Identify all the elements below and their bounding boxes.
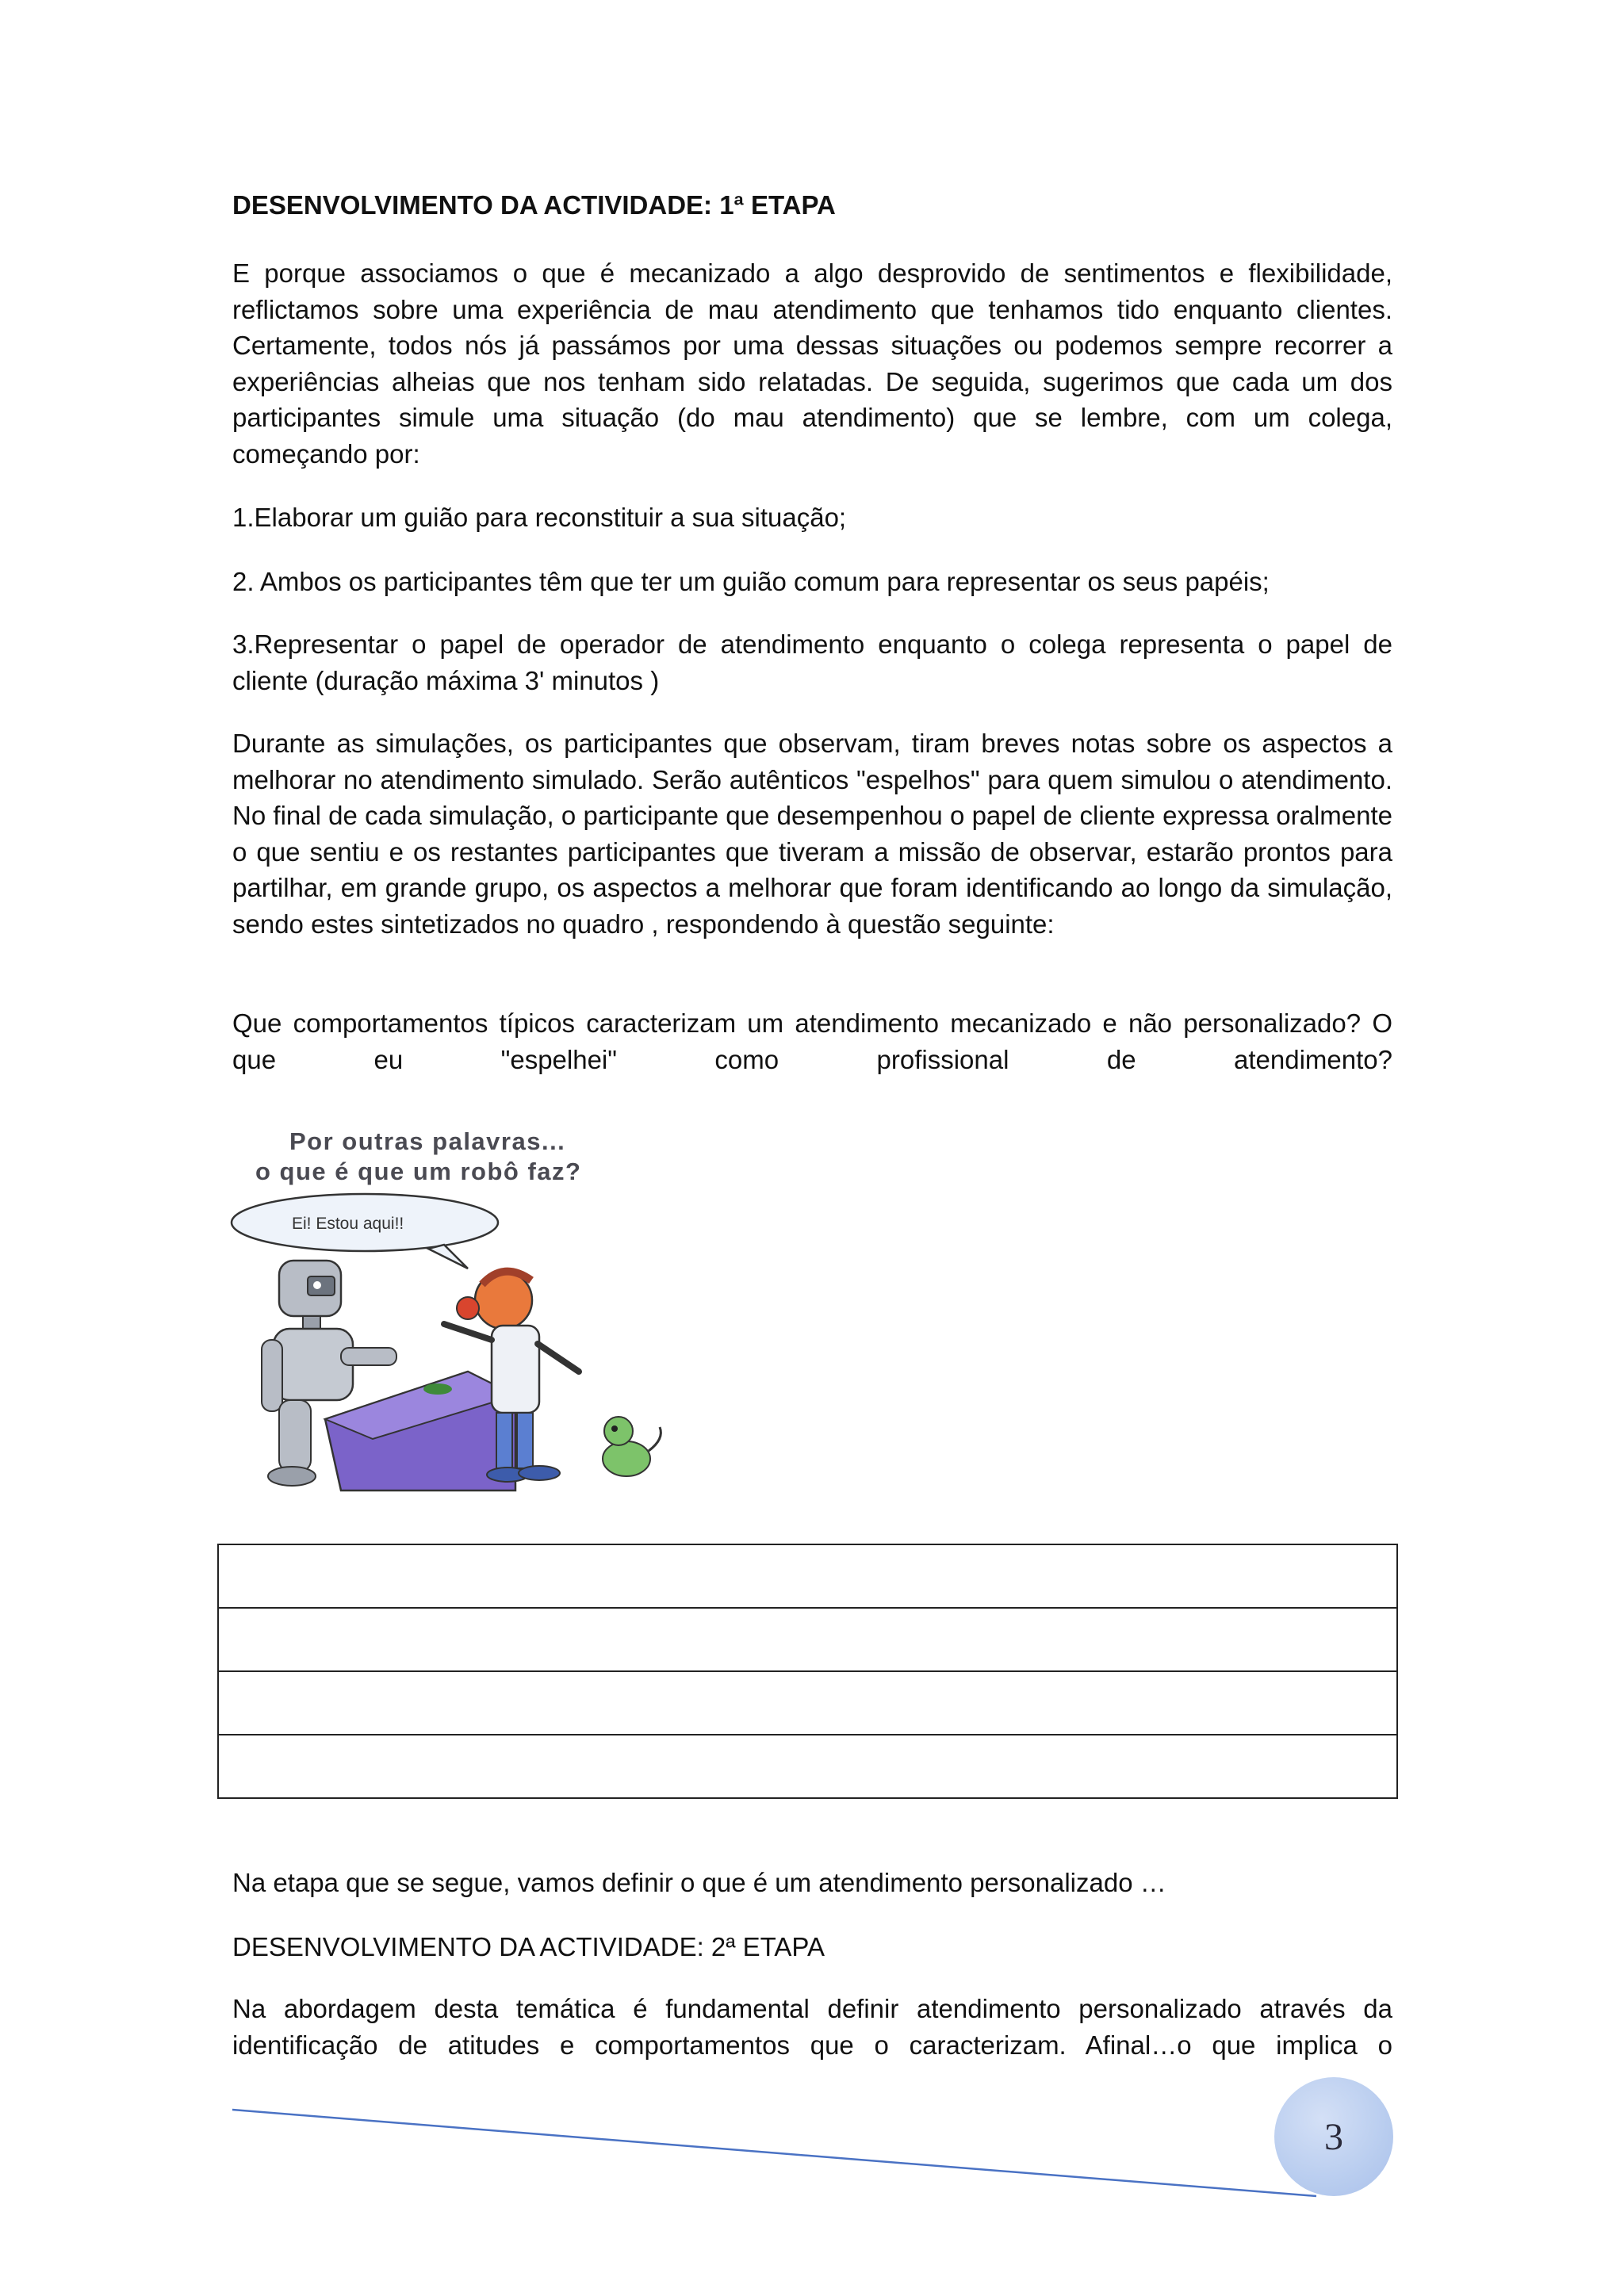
table-row bbox=[218, 1544, 1397, 1608]
cartoon-title-line2: o que é que um robô faz? bbox=[255, 1158, 582, 1185]
answer-table bbox=[217, 1544, 1398, 1799]
step-item-2: 2. Ambos os participantes têm que ter um guião comum para representar os seus papéis; bbox=[232, 567, 1270, 596]
step-item-3: 3.Representar o papel de operador de atendimento enquanto o colega representa o papel de cliente (duração máxima 3' minutos ) bbox=[232, 629, 1392, 695]
cartoon-drawing bbox=[230, 1118, 690, 1494]
table-cell[interactable] bbox=[218, 1608, 1397, 1671]
table-cell[interactable] bbox=[218, 1735, 1397, 1798]
table-row bbox=[218, 1608, 1397, 1671]
table-cell[interactable] bbox=[218, 1544, 1397, 1608]
approach-paragraph: Na abordagem desta temática é fundamental definir atendimento personalizado através da identificação de atitudes e comportamentos que o caracterizam. Afinal…o que implica o bbox=[232, 1994, 1392, 2060]
table-row bbox=[218, 1735, 1397, 1798]
dog-figure bbox=[603, 1417, 661, 1476]
question-paragraph: Que comportamentos típicos caracterizam um atendimento mecanizado e não personalizado? O que eu "espelhei" como profissional de atendimento? bbox=[232, 1008, 1392, 1074]
section-heading-step2: DESENVOLVIMENTO DA ACTIVIDADE: 2ª ETAPA bbox=[232, 1932, 825, 1961]
cartoon-title-line1: Por outras palavras... bbox=[289, 1127, 566, 1155]
next-step-paragraph: Na etapa que se segue, vamos definir o que é um atendimento personalizado … bbox=[232, 1868, 1166, 1897]
table-row bbox=[218, 1671, 1397, 1735]
speech-bubble bbox=[232, 1194, 498, 1269]
table-cell[interactable] bbox=[218, 1671, 1397, 1735]
step-item-1: 1.Elaborar um guião para reconstituir a sua situação; bbox=[232, 503, 847, 532]
page-number: 3 bbox=[1324, 2115, 1343, 2158]
simulation-paragraph: Durante as simulações, os participantes que observam, tiram breves notas sobre os aspectos a melhorar no atendimento simulado. Serão autênticos "espelhos" para quem simulou o atendimento. No final de cada simulação, o participante que desempenhou o papel de cliente expressa oralmente o que sentiu e os restantes participantes que tiveram a missão de observar, estarão prontos para partilhar, em grande grupo, os aspectos a melhorar que foram identificando ao longo da simulação, sendo estes sintetizados no quadro , respondendo à questão seguinte: bbox=[232, 729, 1392, 939]
robot-cartoon-illustration bbox=[230, 1118, 690, 1494]
page-number-badge bbox=[1274, 2077, 1393, 2196]
section-heading-step1: DESENVOLVIMENTO DA ACTIVIDADE: 1ª ETAPA bbox=[232, 190, 836, 220]
speech-bubble-text: Ei! Estou aqui!! bbox=[292, 1215, 404, 1233]
intro-paragraph: E porque associamos o que é mecanizado a algo desprovido de sentimentos e flexibilidade, reflictamos sobre uma experiência de mau atendimento que tenhamos tido enquanto clientes. Certamente, todos nós já passámos por uma dessas situações ou podemos sempre recorrer a experiências alheias que nos tenham sido relatadas. De seguida, sugerimos que cada um dos participantes simule uma situação (do mau atendimento) que se lembre, com um colega, começando por: bbox=[232, 258, 1392, 469]
